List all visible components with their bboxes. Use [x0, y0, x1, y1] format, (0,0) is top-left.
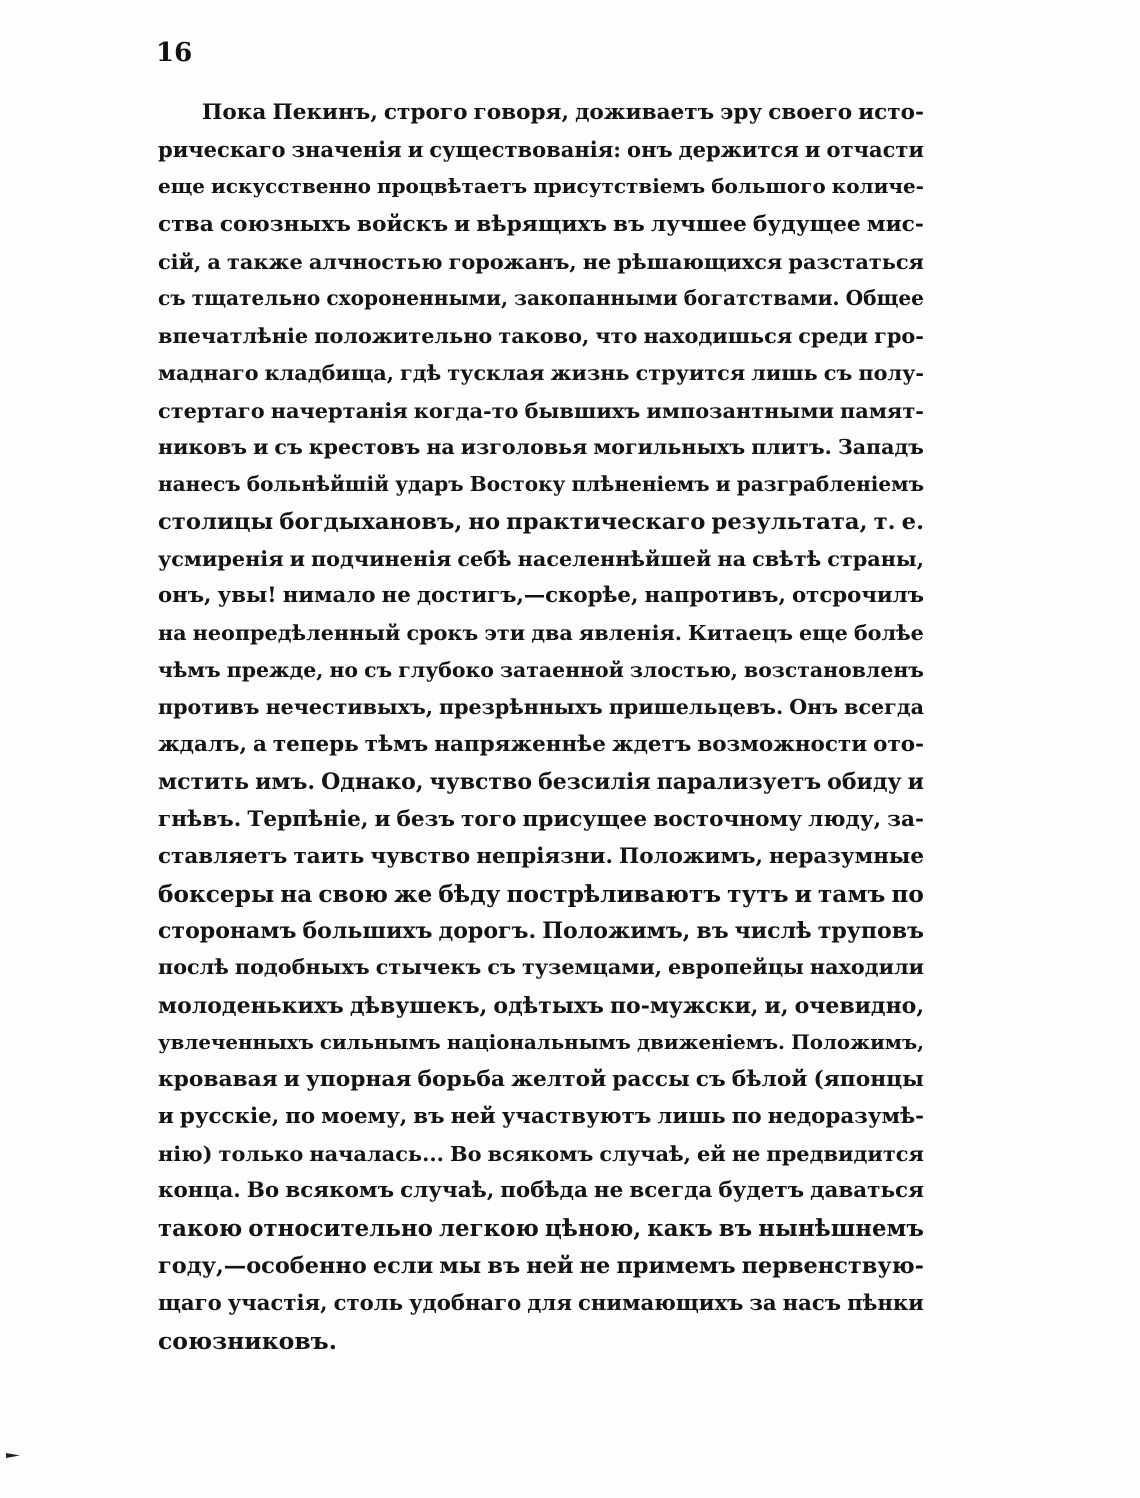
text-line — [158, 658, 924, 695]
word: такою — [158, 1215, 243, 1242]
word: находили — [809, 955, 924, 980]
word: люду, — [808, 806, 882, 832]
word: снимающихъ — [578, 1290, 744, 1315]
word: подобныхъ — [234, 955, 370, 980]
word: разстаться — [788, 248, 924, 274]
word: удобнаго — [409, 1290, 522, 1315]
word: Положимъ, — [542, 918, 691, 945]
word: съ — [487, 955, 516, 980]
word: на — [280, 880, 313, 908]
word: мис- — [866, 211, 924, 237]
word: пѣнки — [847, 1290, 924, 1315]
word: населеннѣйшей — [517, 546, 712, 572]
word: того — [461, 806, 517, 832]
word: нимало — [282, 583, 376, 609]
word: не — [579, 1252, 611, 1279]
word: и — [289, 546, 305, 572]
word: борьба — [417, 1066, 505, 1092]
word: Пока — [202, 100, 267, 125]
word: Онъ — [789, 695, 839, 719]
word: злостью, — [629, 657, 738, 682]
word: съ — [695, 1066, 726, 1092]
page-number: 16 — [156, 38, 193, 68]
word: разграбленіемъ — [736, 471, 924, 496]
word: за — [749, 1290, 777, 1315]
text-line — [158, 993, 924, 1030]
word: два — [531, 620, 573, 645]
word: нечестивыхъ, — [265, 695, 433, 719]
word: началась... — [309, 1141, 444, 1167]
text-line — [158, 918, 924, 955]
word: подчиненія — [310, 546, 452, 572]
word: союзниковъ. — [158, 1327, 337, 1356]
word: безсилія — [538, 769, 651, 796]
word: молоденькихъ — [158, 992, 344, 1019]
word: гдѣ — [400, 360, 442, 386]
text-line — [158, 1178, 924, 1215]
word: европейцы — [667, 955, 804, 980]
word: всегда — [844, 695, 924, 719]
word: а — [207, 248, 221, 274]
word: примемъ — [616, 1252, 736, 1279]
word: говоря, — [473, 100, 569, 125]
word: пострѣливаютъ — [506, 880, 722, 908]
word: маднаго — [158, 360, 259, 386]
text-line — [158, 583, 924, 620]
word: боксеры — [158, 880, 275, 908]
word: нынѣшнемъ — [758, 1215, 924, 1242]
word: богдыхановъ, — [279, 509, 463, 536]
word: свѣтѣ — [752, 546, 822, 572]
word: исто- — [858, 100, 924, 125]
word: увы! — [217, 583, 277, 609]
word: никовъ — [158, 434, 248, 459]
word: щаго — [158, 1290, 222, 1315]
word: импозантными — [646, 397, 834, 423]
word: кровавая — [158, 1066, 278, 1092]
word: что — [595, 323, 638, 349]
word: противъ — [158, 695, 260, 719]
word: по-мужски, — [609, 992, 759, 1019]
word: съ — [158, 285, 186, 310]
word: прежде, — [226, 657, 324, 682]
word: вѣрящихъ — [476, 211, 607, 237]
word: большого — [711, 174, 826, 199]
word: же — [394, 880, 433, 908]
word: жизнь — [550, 360, 630, 386]
text-line — [158, 509, 924, 546]
word: эти — [484, 620, 526, 645]
word: столь — [333, 1290, 403, 1315]
word: легкою — [438, 1215, 539, 1242]
word: бывшихъ — [524, 397, 641, 423]
text-line — [158, 546, 924, 583]
word: отсрочилъ — [791, 583, 924, 609]
word: моему, — [321, 1104, 408, 1130]
word: труповъ — [817, 918, 924, 945]
word: ставляетъ — [158, 843, 288, 869]
word: ударъ — [395, 471, 464, 496]
word: и — [374, 806, 391, 832]
word: дорогъ. — [438, 918, 537, 945]
word: очевидно, — [794, 992, 924, 1019]
text-line — [158, 137, 924, 174]
word: для — [527, 1290, 572, 1315]
word: какъ — [647, 1215, 713, 1242]
word: конца. — [158, 1178, 241, 1204]
word: дѣвушекъ, — [349, 992, 488, 1019]
word: случаѣ, — [400, 1178, 495, 1204]
word: больнѣйшій — [246, 471, 389, 496]
word: столицы — [158, 509, 274, 536]
word: въ — [613, 211, 645, 237]
text-line — [158, 621, 924, 658]
word: возможности — [697, 732, 868, 758]
word: присутствіемъ — [533, 174, 706, 199]
text-line — [158, 695, 924, 732]
word: богатствами. — [683, 285, 840, 310]
word: напротивъ, — [644, 583, 786, 609]
word: предвидится — [766, 1141, 924, 1167]
word: срокъ — [406, 620, 479, 645]
word: чувство — [429, 769, 533, 796]
word: нанесъ — [158, 471, 241, 496]
word: также — [226, 248, 303, 274]
word: желтой — [511, 1066, 607, 1092]
word: стычекъ — [375, 955, 482, 980]
body-text — [158, 100, 924, 1364]
word: съ — [274, 434, 303, 459]
margin-mark — [6, 1453, 20, 1458]
word: искусственно — [211, 174, 371, 199]
word: не — [593, 1178, 624, 1204]
word: таково, — [498, 323, 590, 349]
word: національнымъ — [446, 1029, 631, 1054]
text-line — [158, 1104, 924, 1141]
word: Терпѣніе, — [247, 806, 369, 832]
word: движеніемъ. — [636, 1029, 785, 1054]
word: участвуютъ — [501, 1104, 652, 1130]
word: гро- — [874, 323, 924, 349]
text-line — [158, 435, 924, 472]
text-line — [158, 807, 924, 844]
word: тутъ — [727, 880, 789, 908]
word: на — [717, 546, 747, 572]
word: мы — [439, 1252, 482, 1279]
word: еще — [158, 174, 205, 199]
word: побѣда — [500, 1178, 588, 1204]
word: будущее — [752, 211, 861, 237]
word: и — [158, 1104, 174, 1130]
word: значенія — [291, 137, 402, 163]
word: восточному — [653, 806, 803, 832]
text-line — [158, 286, 924, 323]
word: союзныхъ — [219, 211, 351, 237]
word: среди — [798, 323, 869, 349]
word: въ — [487, 1252, 521, 1279]
text-line — [158, 249, 924, 286]
word: и, — [764, 992, 789, 1019]
word: послѣ — [158, 955, 229, 980]
word: не — [381, 583, 411, 609]
word: Во — [449, 1141, 482, 1167]
word: и — [407, 137, 424, 163]
word: и — [454, 211, 471, 237]
word: относительно — [248, 1215, 433, 1242]
word: русскіе, — [179, 1104, 280, 1130]
word: въ — [413, 1104, 445, 1130]
text-line — [158, 1030, 924, 1067]
word: упорная — [305, 1066, 412, 1092]
word: онъ, — [158, 583, 212, 609]
word: Западъ — [837, 434, 924, 459]
word: году,—особенно — [158, 1252, 367, 1279]
word: бѣлой — [731, 1066, 808, 1092]
word: въ — [718, 1215, 753, 1242]
word: ней — [450, 1104, 496, 1130]
word: рассы — [612, 1066, 690, 1092]
word: парализуетъ — [656, 769, 822, 796]
word: онъ — [627, 137, 673, 163]
word: цѣною, — [544, 1215, 642, 1242]
word: Во — [246, 1178, 280, 1204]
word: случаѣ, — [599, 1141, 691, 1167]
word: строго — [383, 100, 468, 125]
text-line — [158, 769, 924, 806]
word: возстановленъ — [744, 657, 924, 682]
word: и — [804, 137, 821, 163]
word: недоразумѣ- — [767, 1104, 924, 1130]
word: презрѣнныхъ — [439, 695, 603, 719]
word: всякомъ — [487, 1141, 594, 1167]
word: чѣмъ — [158, 657, 221, 682]
word: одѣтыхъ — [493, 992, 604, 1019]
text-line — [158, 1067, 924, 1104]
word: кладбища, — [264, 360, 394, 386]
text-line — [158, 844, 924, 881]
word: изголовья — [460, 434, 588, 459]
word: въ — [696, 918, 729, 945]
word: сій, — [158, 248, 202, 274]
word: еще — [798, 620, 848, 645]
word: всякомъ — [285, 1178, 395, 1204]
word: нію) — [158, 1141, 213, 1167]
word: войскъ — [356, 211, 449, 237]
word: съ — [364, 657, 393, 682]
word: даваться — [810, 1178, 924, 1204]
text-line — [158, 360, 924, 397]
word: свою — [318, 880, 388, 908]
word: количе- — [831, 174, 924, 199]
word: и — [283, 1066, 300, 1092]
word: ства — [158, 211, 214, 237]
word: теперь — [272, 732, 359, 758]
text-line — [158, 472, 924, 509]
word: (японцы — [813, 1066, 924, 1092]
text-line — [158, 732, 924, 769]
word: но — [329, 657, 359, 682]
word: и — [715, 471, 731, 496]
word: съ — [823, 360, 853, 386]
word: Положимъ, — [619, 843, 763, 869]
word: затаенной — [499, 657, 624, 682]
word: ждалъ, — [158, 732, 247, 758]
word: результата, — [711, 509, 868, 536]
word: лучшее — [650, 211, 747, 237]
word: чувство — [370, 843, 471, 869]
word: лишь — [751, 360, 818, 386]
word: на — [158, 620, 187, 645]
word: Однако, — [321, 769, 424, 796]
word: таить — [293, 843, 365, 869]
text-line — [158, 174, 924, 211]
word: явленія. — [578, 620, 683, 645]
word: болѣе — [853, 620, 924, 645]
word: Китаецъ — [688, 620, 793, 645]
word: достигъ,—скорѣе, — [416, 583, 639, 609]
word: неразумные — [769, 843, 924, 869]
word: но — [468, 509, 501, 536]
word: присущее — [522, 806, 648, 832]
word: всегда — [629, 1178, 713, 1204]
word: полу- — [858, 360, 924, 386]
word: могильныхъ — [593, 434, 746, 459]
word: впечатлѣніе — [158, 323, 309, 349]
word: начертанія — [270, 397, 408, 423]
word: т. — [873, 509, 896, 536]
word: горожанъ, — [448, 248, 577, 274]
word: если — [372, 1252, 434, 1279]
word: только — [218, 1141, 304, 1167]
word: рическаго — [158, 137, 286, 163]
word: рѣшающихся — [617, 248, 783, 274]
word: ней — [526, 1252, 574, 1279]
word: обиду — [827, 769, 902, 796]
word: себѣ — [457, 546, 512, 572]
word: плитъ. — [751, 434, 832, 459]
word: имъ. — [255, 769, 316, 796]
word: глубоко — [398, 657, 494, 682]
word: туземцами, — [521, 955, 662, 980]
word: пришельцевъ. — [608, 695, 784, 719]
word: будетъ — [718, 1178, 805, 1204]
text-line — [158, 398, 924, 435]
text-line — [158, 955, 924, 992]
word: ждетъ — [611, 732, 692, 758]
word: Общее — [845, 285, 924, 310]
word: по — [891, 880, 924, 908]
word: существованія: — [429, 137, 621, 163]
text-line — [158, 323, 924, 360]
word: отчасти — [826, 137, 924, 163]
word: ото- — [873, 732, 924, 758]
word: своего — [768, 100, 853, 125]
word: тамъ — [817, 880, 886, 908]
word: ей — [697, 1141, 726, 1167]
word: крестовъ — [308, 434, 421, 459]
text-line — [158, 1290, 924, 1327]
word: не — [731, 1141, 761, 1167]
word: и — [907, 769, 924, 796]
word: усмиренія — [158, 546, 284, 572]
text-line — [158, 1141, 924, 1178]
word: увлеченныхъ — [158, 1029, 314, 1054]
word: практическаго — [506, 509, 706, 536]
word: по — [285, 1104, 316, 1130]
word: а — [252, 732, 267, 758]
word: Востоку — [469, 471, 566, 496]
word: эру — [720, 100, 763, 125]
word: мстить — [158, 769, 250, 796]
word: струится — [635, 360, 746, 386]
word: алчностью — [308, 248, 443, 274]
word: неопредѣленный — [192, 620, 401, 645]
word: напряженнѣе — [434, 732, 606, 758]
word: положительно — [314, 323, 493, 349]
word: безъ — [396, 806, 455, 832]
word: доживаетъ — [575, 100, 715, 125]
word: лишь — [657, 1104, 726, 1130]
word: и — [253, 434, 269, 459]
word: тщательно — [191, 285, 321, 310]
word: на — [426, 434, 455, 459]
text-line — [158, 881, 924, 918]
word: гнѣвъ. — [158, 806, 242, 832]
word: е. — [901, 509, 924, 536]
word: участія, — [227, 1290, 328, 1315]
text-line — [158, 1216, 924, 1253]
word: памят- — [840, 397, 924, 423]
word: тусклая — [447, 360, 545, 386]
word: процвѣтаетъ — [376, 174, 528, 199]
word: Пекинъ, — [272, 100, 378, 125]
word: Положимъ, — [791, 1029, 924, 1054]
word: насъ — [782, 1290, 841, 1315]
word: плѣненіемъ — [571, 471, 710, 496]
word: большихъ — [302, 918, 433, 945]
word: и — [794, 880, 812, 908]
text-line — [158, 212, 924, 249]
word: сильнымъ — [319, 1029, 441, 1054]
word: стертаго — [158, 397, 265, 423]
word: бѣду — [438, 880, 501, 908]
word: держится — [678, 137, 799, 163]
word: сторонамъ — [158, 918, 297, 945]
text-line — [158, 1327, 924, 1364]
word: находишься — [643, 323, 793, 349]
word: тѣмъ — [364, 732, 429, 758]
text-line — [158, 1253, 924, 1290]
text-line — [158, 100, 924, 137]
word: непріязни. — [476, 843, 613, 869]
word: страны, — [827, 546, 924, 572]
word: не — [582, 248, 612, 274]
word: схороненными, — [326, 285, 509, 310]
word: первенствую- — [741, 1252, 924, 1279]
word: по — [731, 1104, 762, 1130]
word: за- — [887, 806, 924, 832]
word: закопанными — [514, 285, 678, 310]
word: когда-то — [413, 397, 519, 423]
word: числѣ — [734, 918, 812, 945]
